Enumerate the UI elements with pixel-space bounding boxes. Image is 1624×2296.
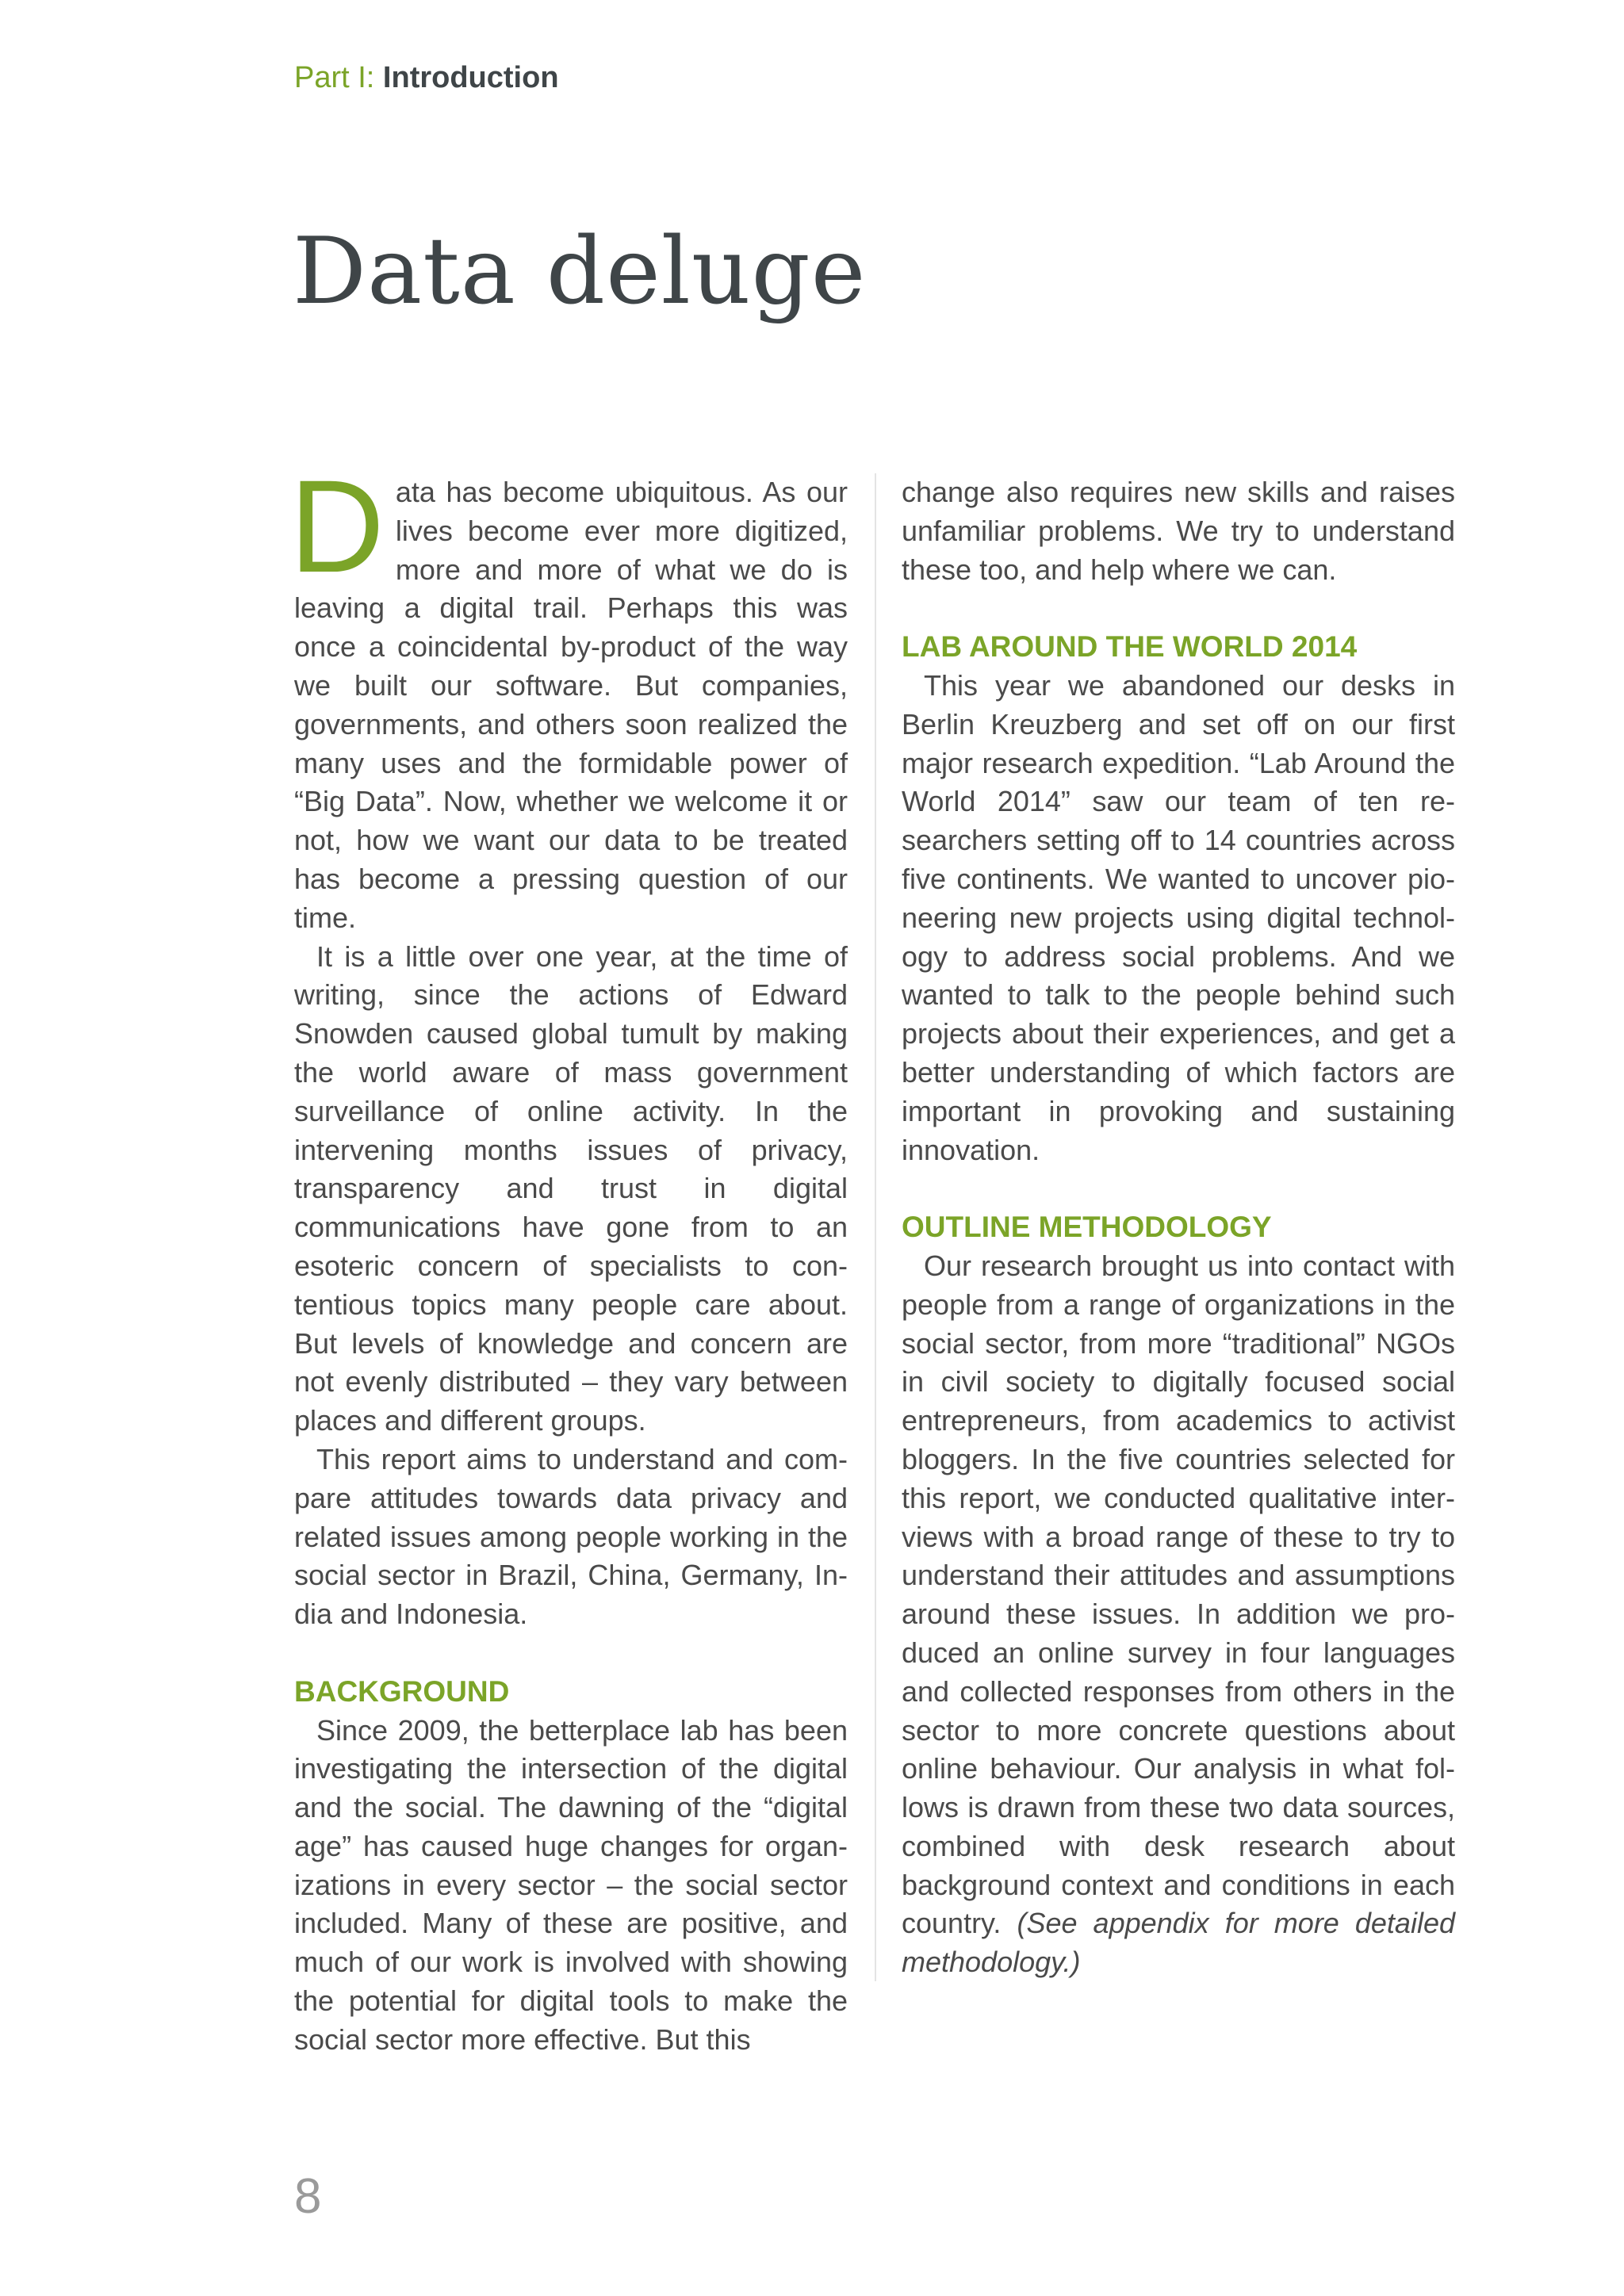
page-number: 8 (294, 2169, 322, 2224)
intro-paragraph-1 (289, 453, 848, 938)
right-column (902, 473, 1455, 1982)
intro-paragraph-1-text: ata has become ubiquitous. As our lives become ever more digitized, more and more of what we do is leaving a digital trail. Perhaps this was once a coincidental by-product of the way we built our software. But companies, governments, and others soon realized the many uses and the formidable power of “Big Data”. Now, whether we welcome it or not, how we want our data to be treated has become a pressing question of our time. (294, 476, 848, 934)
intro-paragraph-2: It is a little over one year, at the time of writing, since the actions of Edward Snowden caused global tumult by making the world aware of mass government surveillance of online activity. In the intervening months issues of privacy, transparency and trust in digital communications have gone from to an esoteric concern of specialists to contentious topics many people care about. But levels of knowledge and concern are not evenly distributed – they vary between places and different groups. (294, 939, 848, 1437)
section-name: Introduction (382, 61, 559, 94)
part-label: Part I: (294, 61, 383, 94)
background-heading: BACKGROUND (294, 1674, 510, 1708)
running-header (294, 59, 559, 97)
methodology-text: Our research brought us into contact with people from a range of organizations in the social sector, from more “traditional” NGOs in civil society to digitally focused social entrepreneurs, from academics to activist bloggers. In the five countries selected for this report, we conducted qualitative interviews with a broad range of these to try to understand their attitudes and assumptions around these issues. In addition we produced an online survey in four languages and collected responses from others in the sector to more concrete questions about online behaviour. Our analysis in what follows is drawn from these two data sources, combined with desk research about background context and conditions in each country. (902, 1249, 1455, 1940)
spacer (902, 589, 1455, 628)
lab-around-the-world-paragraph: This year we abandoned our desks in Berlin Kreuzberg and set off on our first major research expedition. “Lab Around the World 2014” saw our team of ten researchers setting off to 14 countries across five continents. We wanted to uncover pioneering new projects using digital technology to address social problems. And we wanted to talk to the people behind such projects about their experiences, and get a better understanding of which factors are important in provoking and sustaining innovation. (902, 668, 1455, 1166)
intro-paragraph-3: This report aims to understand and compare attitudes towards data privacy and related issues among people working in the social sector in Brazil, China, Germany, India and Indonesia. (294, 1442, 848, 1631)
background-paragraph-continued: change also requires new skills and raises unfamiliar problems. We try to understand these too, and help where we can. (902, 476, 1455, 586)
spacer (294, 1634, 848, 1673)
drop-cap: D (289, 453, 385, 600)
methodology-paragraph (902, 1247, 1455, 1982)
column-divider (875, 473, 876, 1981)
body-columns (289, 453, 1456, 2056)
methodology-heading: OUTLINE METHODOLOGY (902, 1211, 1272, 1244)
methodology-note: (See appendix for more detailed methodology.) (902, 1907, 1455, 1979)
left-column (289, 453, 848, 2060)
page-title: Data deluge (293, 218, 867, 325)
spacer (902, 1169, 1455, 1208)
lab-around-the-world-heading: LAB AROUND THE WORLD 2014 (902, 630, 1358, 664)
background-paragraph: Since 2009, the betterplace lab has been investigating the intersection of the digital and the social. The dawning of the “digital age” has caused huge changes for organizations in every sector – the social sector included. Many of these are positive, and much of our work is involved with showing the potential for digital tools to make the social sector more effective. But this (294, 1713, 848, 2056)
